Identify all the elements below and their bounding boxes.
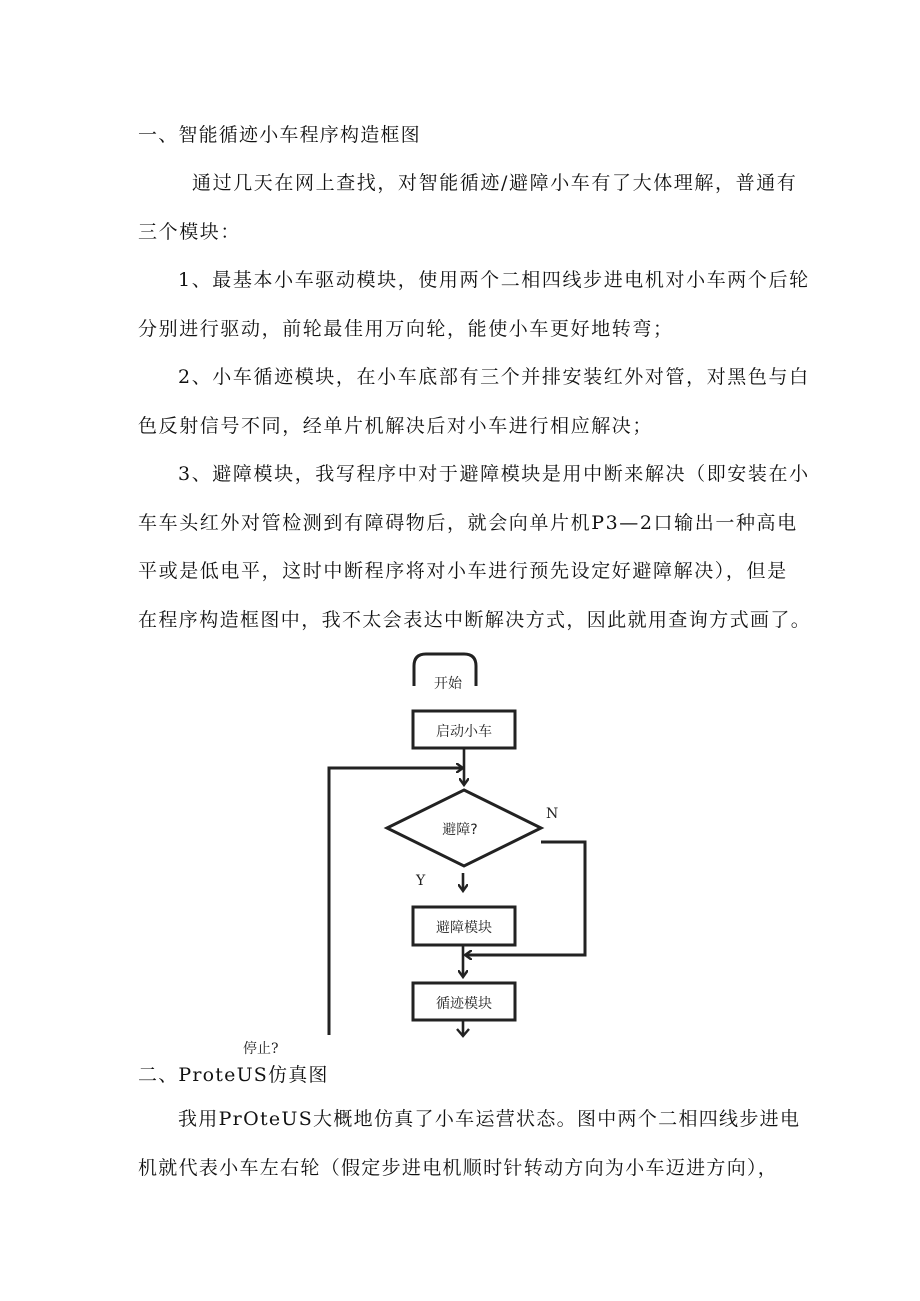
start-node bbox=[414, 654, 476, 692]
item1-line-2: 分别进行驱动，前轮最佳用万向轮，能使小车更好地转弯； bbox=[138, 318, 674, 340]
item3-line-1: 3、避障模块，我写程序中对于避障模块是用中断来解决（即安装在小 bbox=[178, 463, 810, 485]
launch-label: 启动小车 bbox=[436, 724, 492, 740]
decision-label: 避障? bbox=[442, 822, 478, 838]
avoid-module-label: 避障模块 bbox=[436, 920, 492, 936]
section2-line-2: 机就代表小车左右轮（假定步进电机顺时针转动方向为小车迈进方向）， bbox=[138, 1157, 779, 1179]
loop-back-line bbox=[329, 768, 462, 1035]
track-module-box bbox=[413, 983, 515, 1020]
section1-heading: 一、智能循迹小车程序构造框图 bbox=[138, 124, 421, 146]
decision-node bbox=[387, 790, 541, 866]
stop-label: 停止? bbox=[243, 1041, 279, 1057]
item2-line-2: 色反射信号不同，经单片机解决后对小车进行相应解决； bbox=[138, 415, 654, 437]
track-module-label: 循迹模块 bbox=[436, 996, 492, 1012]
item2-line-1: 2、小车循迹模块，在小车底部有三个并排安装红外对管，对黑色与白 bbox=[178, 366, 810, 388]
item3-line-2: 车车头红外对管检测到有障碍物后，就会向单片机P3—2口输出一种高电 bbox=[138, 512, 798, 534]
launch-box bbox=[413, 711, 515, 748]
item3-line-3: 平或是低电平，这时中断程序将对小车进行预先设定好避障解决），但是 bbox=[138, 560, 788, 582]
intro-line-1: 通过几天在网上查找，对智能循迹/避障小车有了大体理解，普通有 bbox=[192, 172, 798, 194]
no-label: N bbox=[546, 806, 559, 822]
section2-heading: 二、ProteUS仿真图 bbox=[138, 1064, 329, 1086]
section2-line-1: 我用PrOteUS大概地仿真了小车运营状态。图中两个二相四线步进电 bbox=[178, 1108, 801, 1130]
intro-line-2: 三个模块： bbox=[138, 221, 242, 243]
item1-line-1: 1、最基本小车驱动模块，使用两个二相四线步进电机对小车两个后轮 bbox=[178, 269, 810, 291]
avoid-module-box bbox=[413, 907, 515, 945]
item3-line-4: 在程序构造框图中，我不太会表达中断解决方式，因此就用查询方式画了。 bbox=[138, 609, 812, 631]
no-path-line bbox=[466, 842, 585, 955]
start-label: 开始 bbox=[434, 676, 462, 692]
yes-label: Y bbox=[416, 873, 426, 889]
